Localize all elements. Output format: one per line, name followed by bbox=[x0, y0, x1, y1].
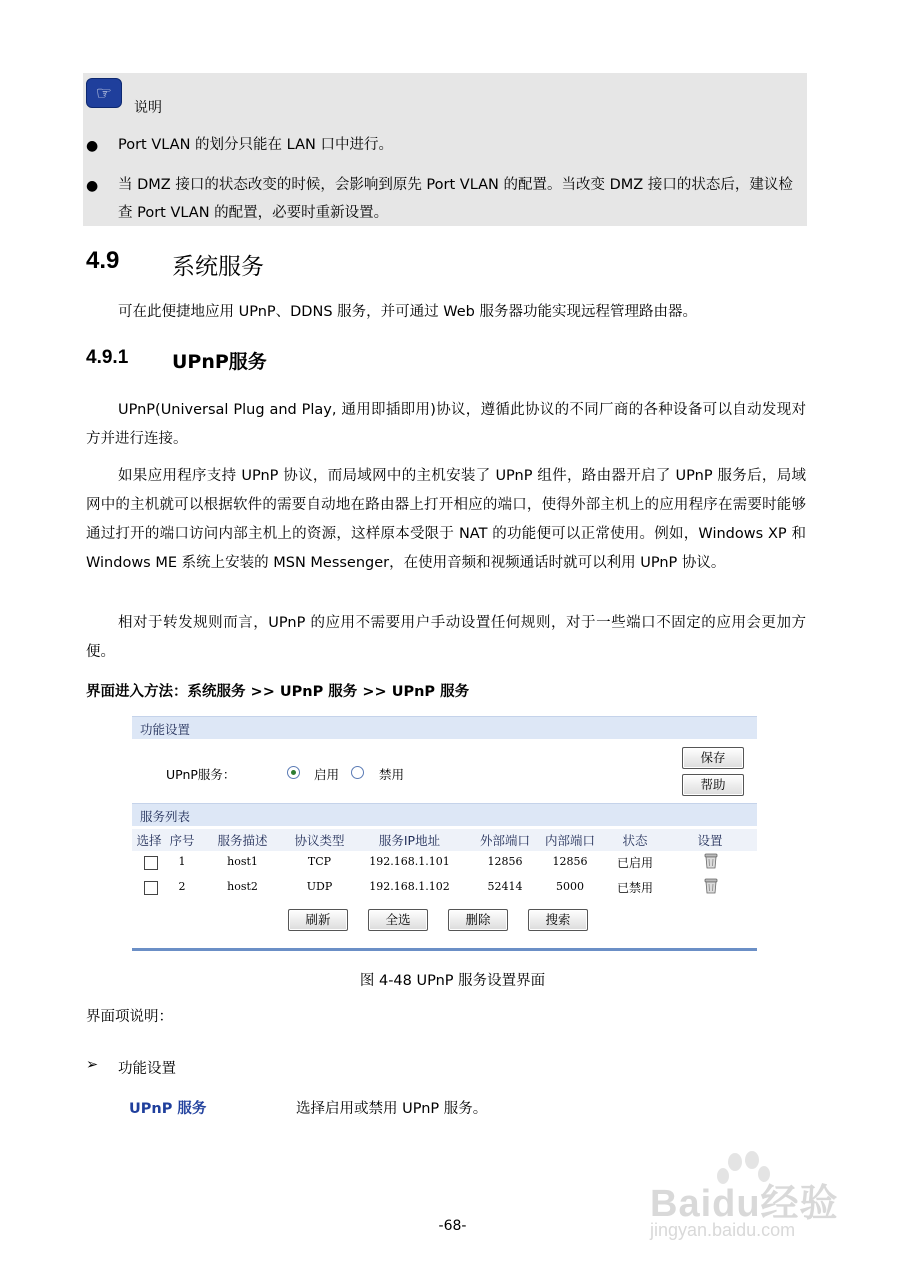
col-service-ip: 服务IP地址 bbox=[378, 833, 441, 848]
page-number: -68- bbox=[438, 1218, 467, 1234]
arrow-bullet-icon: ➢ bbox=[86, 1057, 99, 1073]
select-all-button[interactable]: 全选 bbox=[368, 909, 428, 931]
col-internal-port: 内部端口 bbox=[544, 833, 595, 848]
note-bullet-1: Port VLAN 的划分只能在 LAN 口中进行。 bbox=[118, 137, 393, 153]
section-title: 系统服务 bbox=[172, 254, 264, 280]
col-status: 状态 bbox=[622, 833, 648, 848]
bullet-dot-icon: ● bbox=[86, 178, 99, 194]
function-settings-bar bbox=[132, 716, 757, 739]
enable-label: 启用 bbox=[314, 767, 340, 782]
row-1-checkbox[interactable] bbox=[144, 856, 158, 870]
col-index: 序号 bbox=[169, 833, 195, 848]
disable-radio[interactable] bbox=[351, 766, 364, 779]
function-settings-title: 功能设置 bbox=[140, 722, 191, 737]
search-button[interactable]: 搜索 bbox=[528, 909, 588, 931]
section-intro: 可在此便捷地应用 UPnP、DDNS 服务，并可通过 Web 服务器功能实现远程管理路由器。 bbox=[118, 304, 697, 320]
service-list-title: 服务列表 bbox=[140, 809, 191, 824]
row-1-status: 已启用 bbox=[616, 856, 653, 870]
watermark-main: Baidu经验 bbox=[650, 1183, 839, 1225]
paragraph-1: UPnP(Universal Plug and Play, 通用即插即用)协议，遵循此协议的不同厂商的各种设备可以自动发现对方并进行连接。 bbox=[86, 402, 806, 447]
item-description: 选择启用或禁用 UPnP 服务。 bbox=[296, 1101, 488, 1117]
disable-label: 禁用 bbox=[379, 767, 405, 782]
row-2-internal-port: 5000 bbox=[556, 880, 584, 893]
row-1-trash-icon[interactable] bbox=[704, 853, 718, 869]
service-list-bar bbox=[132, 803, 757, 826]
upnp-service-label: UPnP服务： bbox=[166, 767, 236, 782]
enable-radio[interactable] bbox=[287, 766, 300, 779]
section-number: 4.9 bbox=[86, 247, 120, 274]
group-title: 功能设置 bbox=[118, 1061, 176, 1077]
navigation-path: 界面进入方法：系统服务 >> UPnP 服务 >> UPnP 服务 bbox=[86, 684, 470, 700]
subsection-number: 4.9.1 bbox=[86, 347, 129, 368]
row-2-external-port: 52414 bbox=[487, 880, 523, 893]
row-1-description: host1 bbox=[227, 855, 258, 868]
row-1-index: 1 bbox=[178, 855, 186, 868]
row-1-ip: 192.168.1.101 bbox=[369, 855, 450, 868]
paragraph-2: 如果应用程序支持 UPnP 协议，而局域网中的主机安装了 UPnP 组件，路由器开启了 UPnP 服务后，局域网中的主机就可以根据软件的需要自动地在路由器上打开相应的端口，使得外部主机上的应用程序在需要时能够通过打开的端口访问内部主机上的资源，这样原本受限于 NAT 的功能便可以正常使用。例如，Windows XP 和 Windows ME 系统上安装的 MSN Messenger，在使用音频和视频通话时就可以利用 UPnP 协议。 bbox=[86, 468, 806, 571]
row-2-description: host2 bbox=[227, 880, 258, 893]
subsection-title: UPnP服务 bbox=[172, 351, 267, 373]
row-2-status: 已禁用 bbox=[616, 881, 653, 895]
col-protocol: 协议类型 bbox=[294, 833, 345, 848]
note-bullet-2: 当 DMZ 接口的状态改变的时候，会影响到原先 Port VLAN 的配置。当改变 DMZ 接口的状态后，建议检查 Port VLAN 的配置，必要时重新设置。 bbox=[118, 177, 793, 221]
pointing-hand-icon: ☞ bbox=[86, 78, 122, 108]
items-intro: 界面项说明： bbox=[86, 1009, 173, 1025]
col-external-port: 外部端口 bbox=[479, 833, 530, 848]
col-select: 选择 bbox=[136, 833, 162, 848]
upnp-settings-panel bbox=[132, 716, 757, 951]
paragraph-3: 相对于转发规则而言，UPnP 的应用不需要用户手动设置任何规则，对于一些端口不固定的应用会更加方便。 bbox=[86, 615, 806, 660]
row-2-checkbox[interactable] bbox=[144, 881, 158, 895]
col-description: 服务描述 bbox=[217, 833, 268, 848]
row-2-index: 2 bbox=[178, 880, 186, 893]
note-title: 说明 bbox=[134, 100, 162, 116]
row-2-protocol: UDP bbox=[306, 880, 333, 893]
save-button[interactable]: 保存 bbox=[682, 747, 744, 769]
panel-bottom-border bbox=[132, 948, 757, 951]
help-button[interactable]: 帮助 bbox=[682, 774, 744, 796]
watermark-sub: jingyan.baidu.com bbox=[650, 1220, 796, 1240]
refresh-button[interactable]: 刷新 bbox=[288, 909, 348, 931]
figure-caption: 图 4-48 UPnP 服务设置界面 bbox=[359, 973, 546, 989]
row-1-external-port: 12856 bbox=[487, 855, 523, 868]
col-settings: 设置 bbox=[697, 833, 723, 848]
row-2-ip: 192.168.1.102 bbox=[369, 880, 450, 893]
row-2-trash-icon[interactable] bbox=[704, 878, 718, 894]
row-1-protocol: TCP bbox=[307, 855, 332, 868]
item-name: UPnP 服务 bbox=[129, 1101, 207, 1117]
row-1-internal-port: 12856 bbox=[552, 855, 588, 868]
delete-button[interactable]: 删除 bbox=[448, 909, 508, 931]
bullet-dot-icon: ● bbox=[86, 138, 99, 154]
